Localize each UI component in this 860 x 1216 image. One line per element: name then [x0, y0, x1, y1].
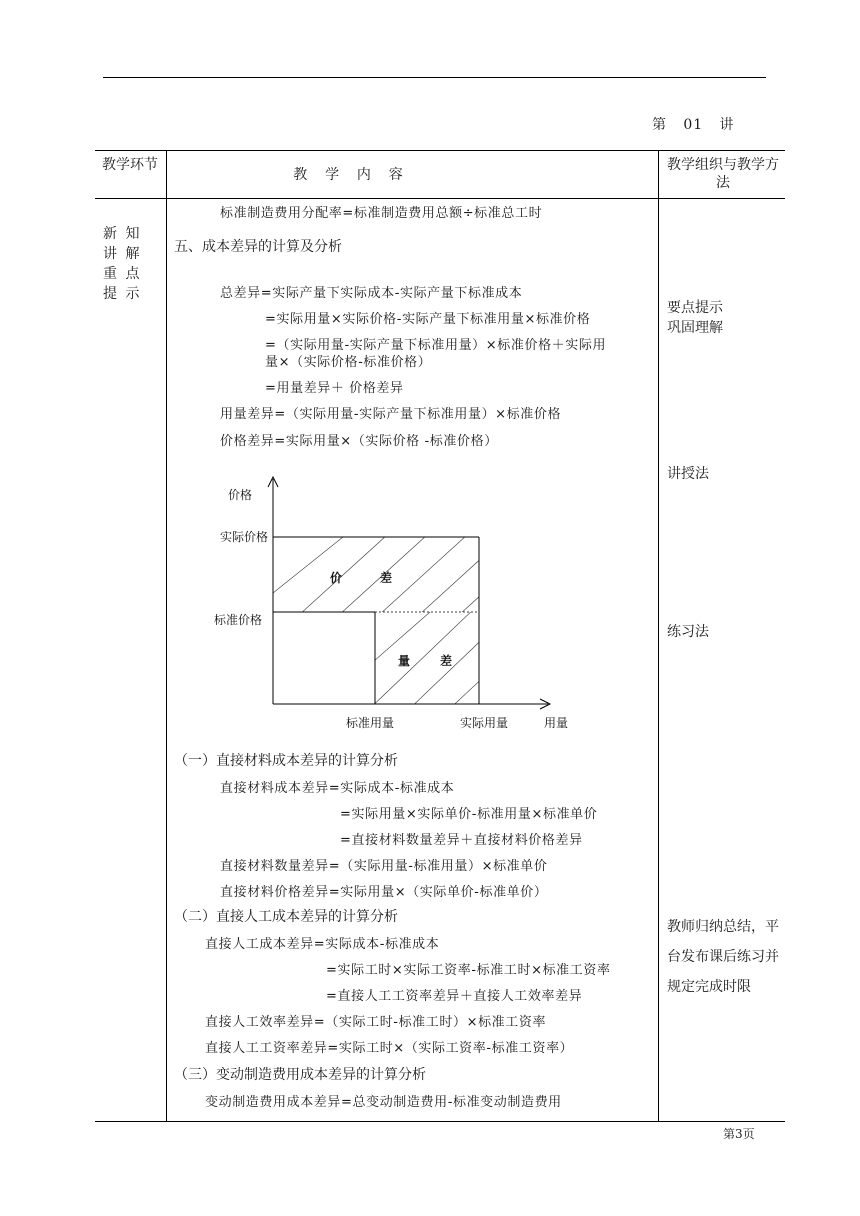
price-variance-hatch: [258, 525, 558, 625]
label-actual-quantity: 实际用量: [460, 716, 509, 730]
label-quantity-variance-2: 差: [440, 654, 453, 668]
table-header-border: [95, 198, 785, 199]
content-line: 总差异=实际产量下实际成本-实际产量下标准成本: [220, 286, 523, 301]
content-line: 价格差异=实际用量×（实际价格 -标准价格）: [220, 434, 498, 449]
method-consolidate: 巩固理解: [667, 320, 723, 336]
header-rule: [103, 77, 766, 78]
label-quantity-variance: 量: [398, 654, 411, 668]
method-key-points: 要点提示: [667, 300, 723, 316]
content-line: 直接材料成本差异=实际成本-标准成本: [220, 781, 455, 796]
header-teaching-content: 教 学 内 容: [293, 167, 403, 183]
content-line: 直接材料数量差异=（实际用量-标准用量）×标准单价: [220, 859, 548, 874]
content-line: =（实际用量-实际产量下标准用量）×标准价格＋实际用: [265, 338, 607, 353]
stage-key-points: 重 点 提 示: [103, 266, 142, 302]
subsection-heading: （三）变动制造费用成本差异的计算分析: [174, 1067, 426, 1083]
method-summary: 教师归纳总结，平台发布课后练习并规定完成时限: [667, 919, 779, 995]
label-standard-quantity: 标准用量: [346, 716, 395, 730]
variance-diagram: [168, 465, 608, 750]
content-line: 用量差异=（实际用量-实际产量下标准用量）×标准价格: [220, 407, 562, 422]
table-top-border: [95, 150, 785, 151]
header-teaching-stage: 教学环节: [102, 157, 158, 173]
subsection-heading: （一）直接材料成本差异的计算分析: [174, 753, 398, 769]
content-line: 直接人工效率差异=（实际工时-标准工时）×标准工资率: [205, 1015, 547, 1030]
content-line: =直接人工工资率差异＋直接人工效率差异: [326, 989, 583, 1004]
content-line: =实际工时×实际工资率-标准工时×标准工资率: [326, 963, 611, 978]
table-col-divider-2: [658, 150, 659, 1122]
content-line: =用量差异＋ 价格差异: [265, 381, 404, 396]
content-line: =实际用量×实际单价-标准用量×标准单价: [340, 807, 598, 822]
label-actual-price: 实际价格: [220, 530, 269, 544]
table-col-divider-1: [166, 150, 167, 1122]
label-price-variance-2: 差: [380, 571, 393, 585]
quantity-variance-hatch: [358, 605, 518, 715]
label-price: 价格: [228, 488, 253, 502]
label-quantity: 用量: [544, 716, 569, 730]
label-standard-price: 标准价格: [214, 613, 263, 627]
content-line: 直接人工成本差异=实际成本-标准成本: [205, 937, 440, 952]
content-line: 直接人工工资率差异=实际工时×（实际工资率-标准工资率）: [205, 1041, 574, 1056]
table-bottom-border: [95, 1121, 785, 1122]
content-line: =实际用量×实际价格-实际产量下标准用量×标准价格: [265, 312, 591, 327]
subsection-heading: （二）直接人工成本差异的计算分析: [174, 909, 398, 925]
content-line: 直接材料价格差异=实际用量×（实际单价-标准单价）: [220, 885, 548, 900]
section-heading: 五、成本差异的计算及分析: [174, 239, 342, 255]
label-price-variance: 价: [330, 571, 343, 585]
content-line: =直接材料数量差异＋直接材料价格差异: [340, 833, 583, 848]
content-line: 变动制造费用成本差异=总变动制造费用-标准变动制造费用: [205, 1095, 562, 1110]
stage-new-knowledge: 新 知 讲 解: [103, 226, 142, 262]
content-line: 标准制造费用分配率=标准制造费用总额÷标准总工时: [220, 206, 543, 221]
method-lecture: 讲授法: [667, 466, 709, 482]
content-line: 量×（实际价格-标准价格）: [265, 355, 432, 370]
lecture-number: 第 01 讲: [652, 117, 735, 133]
header-teaching-method: 教学组织与教学方法: [667, 157, 779, 191]
page-number: 第3页: [723, 1127, 755, 1141]
method-practice: 练习法: [667, 624, 709, 640]
